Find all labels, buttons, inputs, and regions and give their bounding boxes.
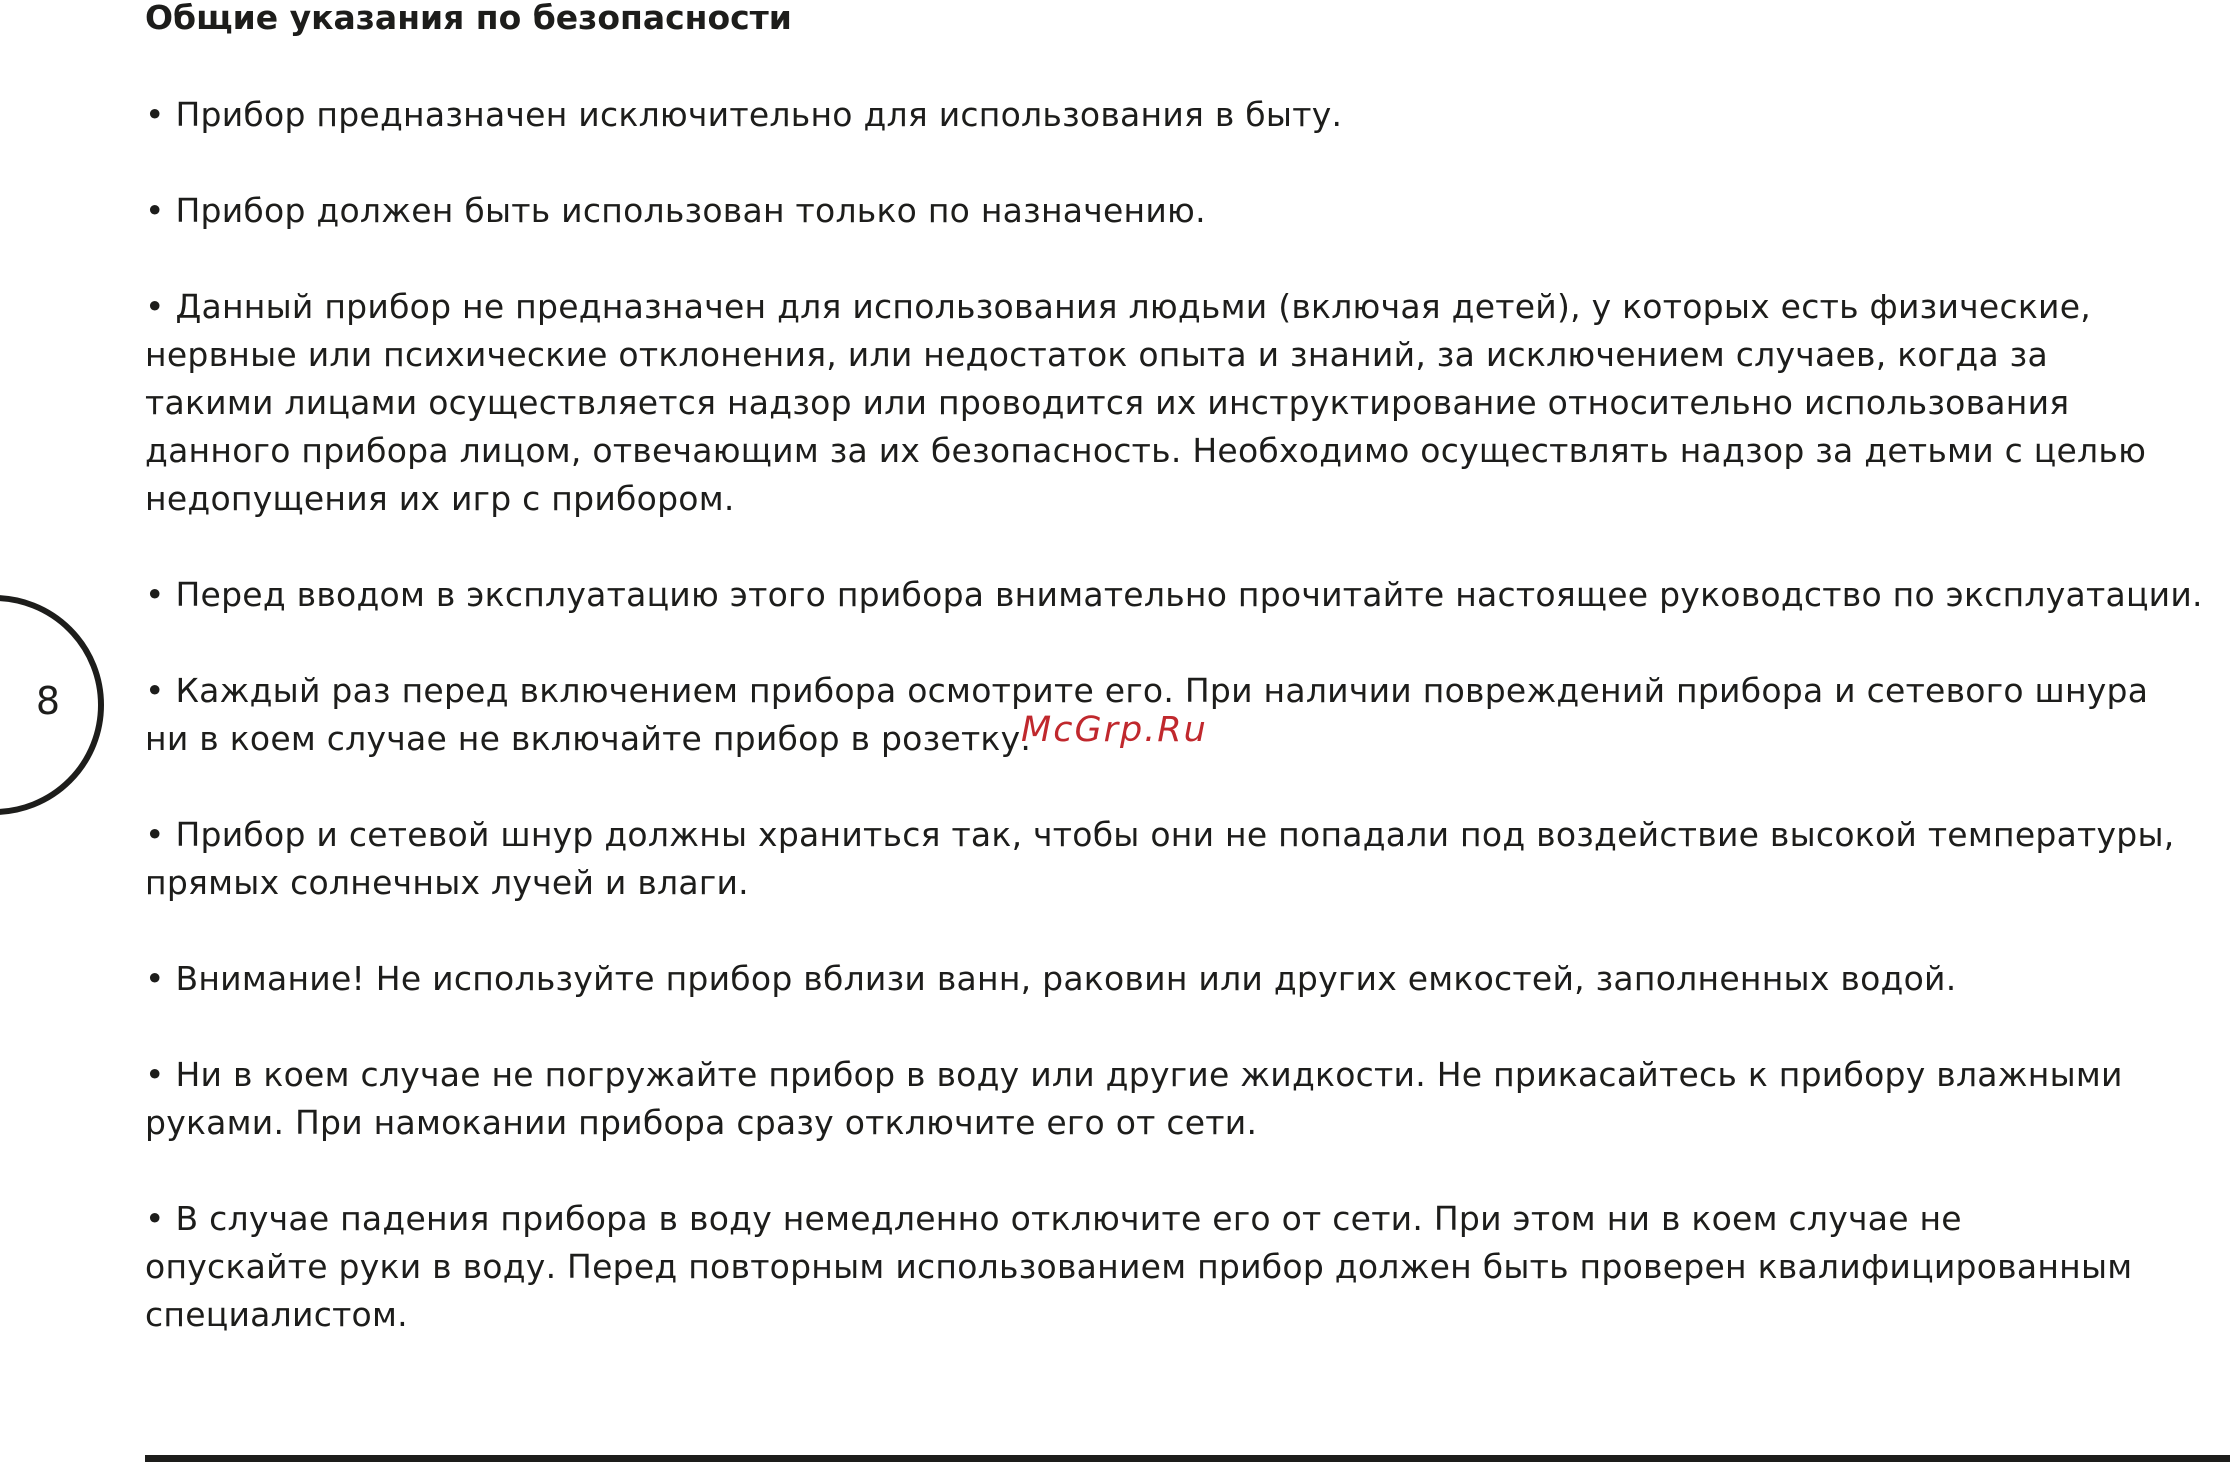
safety-paragraph xyxy=(145,91,1342,139)
paragraph-line: • Внимание! Не используйте прибор вблизи ванн, раковин или других емкостей, заполненных водой. xyxy=(145,959,1957,998)
safety-paragraph xyxy=(145,1051,2123,1147)
paragraph-line: прямых солнечных лучей и влаги. xyxy=(145,863,749,902)
safety-paragraph xyxy=(145,187,1206,235)
paragraph-line: ни в коем случае не включайте прибор в розетку. xyxy=(145,719,1032,758)
paragraph-line: недопущения их игр с прибором. xyxy=(145,479,735,518)
paragraph-line: такими лицами осуществляется надзор или проводится их инструктирование относительно использования xyxy=(145,383,2070,422)
safety-paragraph xyxy=(145,1195,2132,1339)
paragraph-line: • Прибор должен быть использован только по назначению. xyxy=(145,191,1206,230)
section-heading: Общие указания по безопасности xyxy=(145,0,792,37)
paragraph-line: • В случае падения прибора в воду немедленно отключите его от сети. При этом ни в коем случае не xyxy=(145,1199,1962,1238)
safety-paragraph xyxy=(145,571,2203,619)
paragraph-line: специалистом. xyxy=(145,1295,408,1334)
paragraph-line: • Перед вводом в эксплуатацию этого прибора внимательно прочитайте настоящее руководство по эксплуатации. xyxy=(145,575,2203,614)
paragraph-line: нервные или психические отклонения, или недостаток опыта и знаний, за исключением случаев, когда за xyxy=(145,335,2048,374)
safety-paragraph xyxy=(145,811,2175,907)
paragraph-line: данного прибора лицом, отвечающим за их безопасность. Необходимо осуществлять надзор за детьми с целью xyxy=(145,431,2147,470)
paragraph-line: • Данный прибор не предназначен для использования людьми (включая детей), у которых есть физические, xyxy=(145,287,2092,326)
paragraph-line: • Ни в коем случае не погружайте прибор в воду или другие жидкости. Не прикасайтесь к прибору влажными xyxy=(145,1055,2123,1094)
paragraph-line: • Каждый раз перед включением прибора осмотрите его. При наличии повреждений прибора и сетевого шнура xyxy=(145,671,2149,710)
paragraph-line: опускайте руки в воду. Перед повторным использованием прибор должен быть проверен квалифицированным xyxy=(145,1247,2133,1286)
safety-paragraph xyxy=(145,955,1956,1003)
watermark-text: McGrp.Ru xyxy=(1021,710,1208,750)
page-number: 8 xyxy=(35,679,61,723)
safety-paragraph xyxy=(145,283,2146,523)
paragraph-line: • Прибор предназначен исключительно для использования в быту. xyxy=(145,95,1343,134)
paragraph-line: руками. При намокании прибора сразу отключите его от сети. xyxy=(145,1103,1258,1142)
paragraph-line: • Прибор и сетевой шнур должны храниться так, чтобы они не попадали под воздействие высокой температуры, xyxy=(145,815,2175,854)
bottom-divider xyxy=(145,1455,2230,1462)
